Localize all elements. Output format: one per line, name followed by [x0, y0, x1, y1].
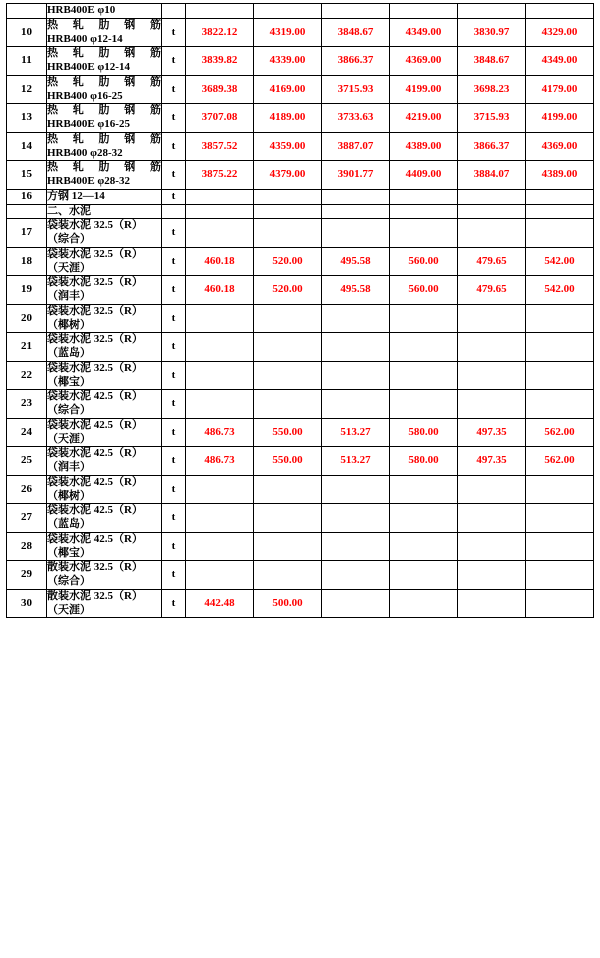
price-cell: 3830.97	[458, 18, 526, 47]
price-cell: 513.27	[322, 418, 390, 447]
material-name-line: 袋装水泥 42.5（R）	[47, 475, 143, 488]
price-cell: 560.00	[390, 276, 458, 305]
material-price-table	[6, 3, 594, 618]
price-cell	[458, 361, 526, 390]
material-name-line: （蓝岛）	[47, 347, 91, 359]
price-cell	[186, 532, 254, 561]
price-cell: 4369.00	[526, 132, 594, 161]
price-cell	[254, 561, 322, 590]
unit-cell: t	[162, 247, 186, 276]
price-cell	[390, 4, 458, 19]
table-row	[7, 447, 594, 476]
material-name-line: 袋装水泥 32.5（R）	[47, 276, 143, 289]
section-header-cell	[47, 204, 162, 219]
price-cell: 495.58	[322, 276, 390, 305]
material-name-cell	[47, 189, 162, 204]
material-name-cell	[47, 132, 162, 161]
price-cell	[390, 304, 458, 333]
material-name-line: 散装水泥 32.5（R）	[47, 589, 143, 602]
price-cell	[322, 361, 390, 390]
table-row	[7, 475, 594, 504]
price-cell	[322, 561, 390, 590]
price-cell	[254, 189, 322, 204]
price-cell	[186, 204, 254, 219]
unit-cell: t	[162, 532, 186, 561]
material-name-cell	[47, 447, 162, 476]
material-name-cell	[47, 532, 162, 561]
price-cell	[526, 532, 594, 561]
material-name-cell	[47, 304, 162, 333]
price-cell: 580.00	[390, 418, 458, 447]
price-cell: 4179.00	[526, 75, 594, 104]
price-cell	[186, 475, 254, 504]
price-cell	[390, 361, 458, 390]
price-cell	[186, 304, 254, 333]
material-name-line: 袋装水泥 42.5（R）	[47, 447, 143, 460]
price-cell	[254, 504, 322, 533]
unit-cell: t	[162, 361, 186, 390]
row-number-cell: 20	[7, 304, 47, 333]
price-cell: 580.00	[390, 447, 458, 476]
material-name-line: HRB400E φ10	[47, 4, 116, 16]
price-cell	[254, 219, 322, 248]
price-cell	[458, 219, 526, 248]
table-row	[7, 361, 594, 390]
material-name-line: 袋装水泥 32.5（R）	[47, 247, 143, 260]
price-cell	[458, 333, 526, 362]
price-cell	[526, 504, 594, 533]
material-name-cell	[47, 75, 162, 104]
price-cell: 460.18	[186, 247, 254, 276]
unit-cell: t	[162, 161, 186, 190]
price-cell: 520.00	[254, 247, 322, 276]
price-cell: 542.00	[526, 276, 594, 305]
material-name-line: （天涯）	[47, 603, 91, 616]
row-number-cell: 25	[7, 447, 47, 476]
row-number-cell: 21	[7, 333, 47, 362]
material-name-line: 袋装水泥 32.5（R）	[47, 361, 143, 374]
table-row	[7, 189, 594, 204]
material-name-line: 热 轧 肋 钢 筋	[47, 132, 161, 145]
table-row	[7, 18, 594, 47]
material-name-line: （综合）	[47, 575, 91, 587]
price-cell	[458, 189, 526, 204]
price-cell	[526, 4, 594, 19]
price-cell	[322, 504, 390, 533]
price-cell: 4169.00	[254, 75, 322, 104]
material-name-line: （椰树）	[47, 489, 91, 502]
price-cell: 4359.00	[254, 132, 322, 161]
price-cell	[322, 532, 390, 561]
price-cell: 4349.00	[390, 18, 458, 47]
price-cell	[390, 561, 458, 590]
price-cell	[390, 390, 458, 419]
price-cell	[254, 304, 322, 333]
material-name-cell	[47, 276, 162, 305]
unit-cell: t	[162, 504, 186, 533]
price-cell	[186, 333, 254, 362]
table-row	[7, 333, 594, 362]
price-cell: 4349.00	[526, 47, 594, 76]
price-cell	[526, 390, 594, 419]
price-cell: 479.65	[458, 247, 526, 276]
price-cell: 513.27	[322, 447, 390, 476]
price-cell: 442.48	[186, 589, 254, 618]
price-cell: 3857.52	[186, 132, 254, 161]
price-cell: 542.00	[526, 247, 594, 276]
price-cell	[458, 390, 526, 419]
price-cell: 550.00	[254, 447, 322, 476]
material-name-line: （椰宝）	[47, 546, 91, 559]
price-cell	[186, 219, 254, 248]
unit-cell: t	[162, 447, 186, 476]
price-cell: 3901.77	[322, 161, 390, 190]
material-name-line: HRB400 φ16-25	[47, 89, 123, 102]
unit-cell: t	[162, 47, 186, 76]
row-number-cell: 19	[7, 276, 47, 305]
price-cell	[322, 304, 390, 333]
material-name-line: HRB400 φ28-32	[47, 146, 123, 159]
price-cell	[254, 390, 322, 419]
material-name-cell	[47, 504, 162, 533]
material-name-line: HRB400 φ12-14	[47, 32, 123, 45]
price-cell	[322, 333, 390, 362]
price-cell	[254, 4, 322, 19]
unit-cell: t	[162, 18, 186, 47]
price-cell: 562.00	[526, 418, 594, 447]
unit-cell	[162, 4, 186, 19]
price-cell: 497.35	[458, 418, 526, 447]
material-name-line: 袋装水泥 42.5（R）	[47, 504, 143, 517]
price-cell	[458, 504, 526, 533]
price-cell: 4389.00	[526, 161, 594, 190]
table-row	[7, 104, 594, 133]
table-row	[7, 204, 594, 219]
material-name-cell	[47, 247, 162, 276]
row-number-cell: 11	[7, 47, 47, 76]
price-cell: 4369.00	[390, 47, 458, 76]
price-cell: 3715.93	[458, 104, 526, 133]
price-cell	[458, 4, 526, 19]
price-cell: 3839.82	[186, 47, 254, 76]
material-name-line: HRB400E φ12-14	[47, 61, 130, 73]
material-name-line: 袋装水泥 32.5（R）	[47, 333, 143, 346]
row-number-cell: 18	[7, 247, 47, 276]
price-cell	[526, 189, 594, 204]
material-name-cell	[47, 219, 162, 248]
row-number-cell: 13	[7, 104, 47, 133]
unit-cell: t	[162, 132, 186, 161]
price-cell	[526, 475, 594, 504]
price-cell: 3707.08	[186, 104, 254, 133]
price-cell: 3689.38	[186, 75, 254, 104]
material-name-line: 热 轧 肋 钢 筋	[47, 18, 161, 31]
material-name-line: HRB400E φ16-25	[47, 118, 130, 130]
unit-cell: t	[162, 475, 186, 504]
row-number-cell: 14	[7, 132, 47, 161]
price-cell: 4389.00	[390, 132, 458, 161]
material-name-line: 二、水泥	[47, 204, 91, 217]
row-number-cell: 16	[7, 189, 47, 204]
price-cell	[458, 304, 526, 333]
table-row	[7, 418, 594, 447]
row-number-cell: 30	[7, 589, 47, 618]
price-cell: 560.00	[390, 247, 458, 276]
row-number-cell: 26	[7, 475, 47, 504]
material-name-line: （椰宝）	[47, 375, 91, 388]
price-cell	[186, 189, 254, 204]
price-cell: 479.65	[458, 276, 526, 305]
row-number-cell: 15	[7, 161, 47, 190]
price-cell: 562.00	[526, 447, 594, 476]
price-cell	[186, 561, 254, 590]
price-cell: 520.00	[254, 276, 322, 305]
table-row	[7, 75, 594, 104]
unit-cell	[162, 204, 186, 219]
material-name-cell	[47, 47, 162, 76]
material-name-line: 散装水泥 32.5（R）	[47, 561, 143, 574]
price-cell	[390, 475, 458, 504]
price-cell: 460.18	[186, 276, 254, 305]
price-cell	[526, 219, 594, 248]
price-cell	[390, 589, 458, 618]
price-cell	[526, 561, 594, 590]
price-cell: 497.35	[458, 447, 526, 476]
price-cell	[390, 333, 458, 362]
material-name-line: 袋装水泥 42.5（R）	[47, 390, 143, 403]
material-name-cell	[47, 475, 162, 504]
price-cell	[458, 204, 526, 219]
price-cell: 4319.00	[254, 18, 322, 47]
table-row	[7, 504, 594, 533]
price-cell	[390, 219, 458, 248]
price-cell	[322, 589, 390, 618]
price-cell	[254, 361, 322, 390]
material-name-cell	[47, 418, 162, 447]
price-cell: 486.73	[186, 447, 254, 476]
table-row	[7, 304, 594, 333]
price-cell: 3884.07	[458, 161, 526, 190]
price-cell: 3866.37	[322, 47, 390, 76]
price-cell: 4189.00	[254, 104, 322, 133]
material-name-line: 袋装水泥 32.5（R）	[47, 304, 143, 317]
table-row	[7, 219, 594, 248]
table-row	[7, 47, 594, 76]
table-row	[7, 589, 594, 618]
table-row	[7, 4, 594, 19]
material-name-line: （综合）	[47, 404, 91, 416]
material-name-line: 热 轧 肋 钢 筋	[47, 75, 161, 88]
price-cell: 3822.12	[186, 18, 254, 47]
price-cell: 4339.00	[254, 47, 322, 76]
price-cell: 3848.67	[322, 18, 390, 47]
material-name-cell	[47, 161, 162, 190]
table-body	[7, 4, 594, 618]
price-cell	[390, 189, 458, 204]
price-cell	[390, 204, 458, 219]
table-row	[7, 132, 594, 161]
price-cell	[526, 589, 594, 618]
material-name-cell	[47, 361, 162, 390]
price-cell	[322, 189, 390, 204]
row-number-cell: 17	[7, 219, 47, 248]
price-cell: 486.73	[186, 418, 254, 447]
unit-cell: t	[162, 333, 186, 362]
price-cell	[186, 4, 254, 19]
price-cell	[390, 504, 458, 533]
price-cell: 3698.23	[458, 75, 526, 104]
unit-cell: t	[162, 589, 186, 618]
price-cell	[254, 333, 322, 362]
row-number-cell: 10	[7, 18, 47, 47]
unit-cell: t	[162, 104, 186, 133]
price-cell	[322, 204, 390, 219]
price-cell: 4199.00	[390, 75, 458, 104]
row-number-cell: 24	[7, 418, 47, 447]
price-cell: 4329.00	[526, 18, 594, 47]
row-number-cell: 22	[7, 361, 47, 390]
unit-cell: t	[162, 561, 186, 590]
material-name-line: HRB400E φ28-32	[47, 175, 130, 187]
material-name-line: 方钢 12—14	[47, 189, 105, 202]
unit-cell: t	[162, 418, 186, 447]
unit-cell: t	[162, 75, 186, 104]
price-cell: 3875.22	[186, 161, 254, 190]
material-name-line: （天涯）	[47, 261, 91, 274]
material-name-line: 袋装水泥 42.5（R）	[47, 418, 143, 431]
material-name-cell	[47, 589, 162, 618]
price-cell: 3715.93	[322, 75, 390, 104]
price-cell: 4219.00	[390, 104, 458, 133]
material-name-line: 热 轧 肋 钢 筋	[47, 104, 161, 117]
price-cell	[458, 589, 526, 618]
price-cell	[186, 361, 254, 390]
price-cell: 495.58	[322, 247, 390, 276]
table-row	[7, 276, 594, 305]
price-cell	[254, 475, 322, 504]
price-cell	[322, 475, 390, 504]
row-number-cell: 27	[7, 504, 47, 533]
price-cell	[390, 532, 458, 561]
material-name-cell	[47, 4, 162, 19]
price-cell: 3848.67	[458, 47, 526, 76]
price-cell	[526, 304, 594, 333]
price-cell: 4379.00	[254, 161, 322, 190]
price-cell: 4199.00	[526, 104, 594, 133]
material-name-cell	[47, 104, 162, 133]
material-name-line: （蓝岛）	[47, 518, 91, 530]
price-cell: 500.00	[254, 589, 322, 618]
row-number-cell: 28	[7, 532, 47, 561]
price-cell	[322, 390, 390, 419]
row-number-cell	[7, 4, 47, 19]
price-cell	[322, 4, 390, 19]
material-name-line: （天涯）	[47, 432, 91, 445]
material-name-cell	[47, 561, 162, 590]
table-row	[7, 532, 594, 561]
material-name-line: （润丰）	[47, 290, 91, 302]
table-row	[7, 390, 594, 419]
price-cell: 3733.63	[322, 104, 390, 133]
material-name-line: 袋装水泥 32.5（R）	[47, 219, 143, 232]
material-name-line: （综合）	[47, 233, 91, 245]
price-cell	[186, 390, 254, 419]
material-name-line: 热 轧 肋 钢 筋	[47, 47, 161, 60]
price-cell: 550.00	[254, 418, 322, 447]
material-name-line: （椰树）	[47, 318, 91, 331]
price-cell	[254, 532, 322, 561]
material-name-cell	[47, 333, 162, 362]
table-row	[7, 161, 594, 190]
unit-cell: t	[162, 219, 186, 248]
price-cell	[458, 475, 526, 504]
price-cell	[254, 204, 322, 219]
row-number-cell	[7, 204, 47, 219]
price-cell: 3866.37	[458, 132, 526, 161]
price-cell	[186, 504, 254, 533]
price-cell	[526, 361, 594, 390]
row-number-cell: 29	[7, 561, 47, 590]
row-number-cell: 23	[7, 390, 47, 419]
unit-cell: t	[162, 189, 186, 204]
unit-cell: t	[162, 390, 186, 419]
price-cell	[526, 333, 594, 362]
price-cell: 3887.07	[322, 132, 390, 161]
material-name-line: （润丰）	[47, 461, 91, 473]
material-name-line: 袋装水泥 42.5（R）	[47, 532, 143, 545]
material-name-line: 热 轧 肋 钢 筋	[47, 161, 161, 174]
material-name-cell	[47, 390, 162, 419]
price-cell: 4409.00	[390, 161, 458, 190]
price-cell	[526, 204, 594, 219]
price-cell	[458, 532, 526, 561]
unit-cell: t	[162, 276, 186, 305]
price-cell	[322, 219, 390, 248]
price-cell	[458, 561, 526, 590]
unit-cell: t	[162, 304, 186, 333]
row-number-cell: 12	[7, 75, 47, 104]
table-row	[7, 247, 594, 276]
table-row	[7, 561, 594, 590]
material-name-cell	[47, 18, 162, 47]
